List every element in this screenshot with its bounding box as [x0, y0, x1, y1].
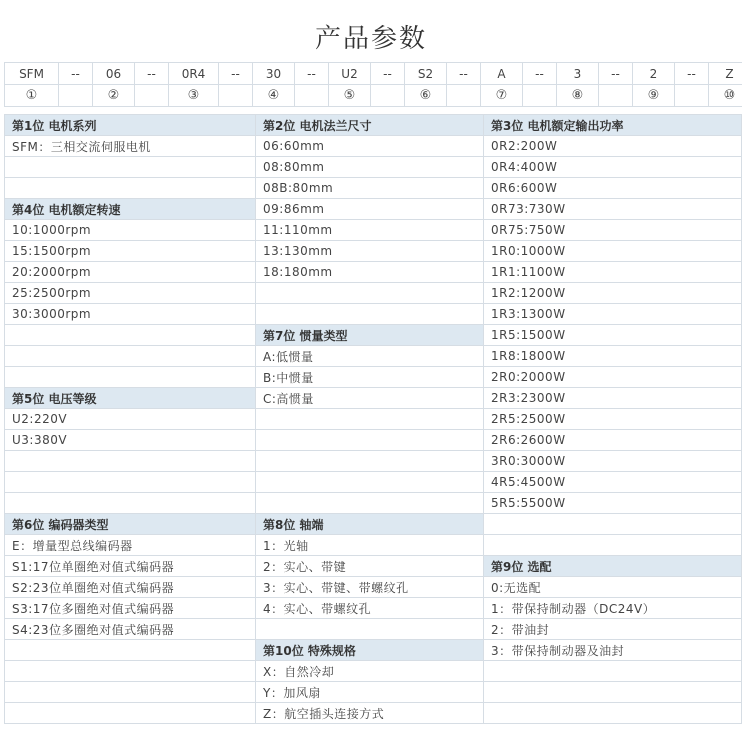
empty-cell: [5, 325, 256, 346]
g3-option: 0R2:200W: [484, 136, 742, 157]
spec-row: [5, 619, 742, 640]
model-code-table: [4, 62, 742, 107]
empty-cell: [256, 451, 484, 472]
g6-header: 第6位 编码器类型: [5, 514, 256, 535]
g2-option: 09:86mm: [256, 199, 484, 220]
code-segment: 0R4: [169, 63, 219, 85]
position-number: ⑨: [633, 85, 675, 107]
empty-cell: [5, 367, 256, 388]
spec-table-body: [5, 115, 742, 724]
g7-option: A:低惯量: [256, 346, 484, 367]
g3-option: 0R4:400W: [484, 157, 742, 178]
spec-row: [5, 178, 742, 199]
g3-option: 1R0:1000W: [484, 241, 742, 262]
empty-cell: [219, 85, 253, 107]
spec-row: [5, 262, 742, 283]
code-segment: 2: [633, 63, 675, 85]
position-number: ③: [169, 85, 219, 107]
empty-cell: [256, 472, 484, 493]
g2-option: 13:130mm: [256, 241, 484, 262]
empty-cell: [447, 85, 481, 107]
spec-row: [5, 430, 742, 451]
empty-cell: [484, 535, 742, 556]
spec-row: [5, 325, 742, 346]
code-separator: --: [675, 63, 709, 85]
empty-cell: [295, 85, 329, 107]
empty-cell: [5, 682, 256, 703]
g3-option: 2R0:2000W: [484, 367, 742, 388]
g3-option: 1R2:1200W: [484, 283, 742, 304]
position-number: ①: [5, 85, 59, 107]
spec-row: [5, 304, 742, 325]
g4-option: 10:1000rpm: [5, 220, 256, 241]
empty-cell: [5, 178, 256, 199]
spec-row: [5, 199, 742, 220]
spec-row: [5, 115, 742, 136]
empty-cell: [5, 451, 256, 472]
position-number: ⑦: [481, 85, 523, 107]
code-separator: --: [371, 63, 405, 85]
empty-cell: [484, 703, 742, 724]
empty-cell: [371, 85, 405, 107]
code-separator: --: [447, 63, 481, 85]
code-segment: 3: [557, 63, 599, 85]
g3-option: 3R0:3000W: [484, 451, 742, 472]
g4-header: 第4位 电机额定转速: [5, 199, 256, 220]
g2-option: 08B:80mm: [256, 178, 484, 199]
g4-option: 30:3000rpm: [5, 304, 256, 325]
g2-header: 第2位 电机法兰尺寸: [256, 115, 484, 136]
g5-header: 第5位 电压等级: [5, 388, 256, 409]
g4-option: 20:2000rpm: [5, 262, 256, 283]
empty-cell: [256, 304, 484, 325]
g6-option: E：增量型总线编码器: [5, 535, 256, 556]
code-segment: 30: [253, 63, 295, 85]
spec-row: [5, 577, 742, 598]
g9-option: 1：带保持制动器（DC24V）: [484, 598, 742, 619]
empty-cell: [5, 640, 256, 661]
g3-option: 2R6:2600W: [484, 430, 742, 451]
code-separator: --: [295, 63, 329, 85]
g5-option: U3:380V: [5, 430, 256, 451]
g10-header: 第10位 特殊规格: [256, 640, 484, 661]
g6-option: S1:17位单圈绝对值式编码器: [5, 556, 256, 577]
position-number: ⑥: [405, 85, 447, 107]
empty-cell: [59, 85, 93, 107]
position-number-row: [5, 85, 742, 107]
code-segment: SFM: [5, 63, 59, 85]
page-title: 产品参数: [314, 24, 427, 54]
empty-cell: [675, 85, 709, 107]
spec-row: [5, 598, 742, 619]
spec-row: [5, 388, 742, 409]
g9-header: 第9位 选配: [484, 556, 742, 577]
spec-row: [5, 493, 742, 514]
g3-option: 1R5:1500W: [484, 325, 742, 346]
g3-option: 2R3:2300W: [484, 388, 742, 409]
position-number: ⑩: [709, 85, 742, 107]
empty-cell: [256, 430, 484, 451]
empty-cell: [5, 703, 256, 724]
empty-cell: [5, 346, 256, 367]
g1-option: SFM：三相交流伺服电机: [5, 136, 256, 157]
code-separator: --: [219, 63, 253, 85]
g2-option: 11:110mm: [256, 220, 484, 241]
spec-row: [5, 556, 742, 577]
empty-cell: [135, 85, 169, 107]
empty-cell: [256, 493, 484, 514]
code-segment: U2: [329, 63, 371, 85]
empty-cell: [523, 85, 557, 107]
spec-row: [5, 367, 742, 388]
g8-option: 4：实心、带螺纹孔: [256, 598, 484, 619]
empty-cell: [484, 514, 742, 535]
code-segment: Z: [709, 63, 742, 85]
g10-option: Y：加风扇: [256, 682, 484, 703]
spec-row: [5, 157, 742, 178]
code-segment: S2: [405, 63, 447, 85]
spec-row: [5, 703, 742, 724]
position-number: ④: [253, 85, 295, 107]
spec-row: [5, 535, 742, 556]
g3-option: 1R1:1100W: [484, 262, 742, 283]
spec-row: [5, 682, 742, 703]
code-separator: --: [523, 63, 557, 85]
empty-cell: [484, 661, 742, 682]
g4-option: 15:1500rpm: [5, 241, 256, 262]
g3-option: 1R3:1300W: [484, 304, 742, 325]
g8-option: 1：光轴: [256, 535, 484, 556]
empty-cell: [599, 85, 633, 107]
g7-option: B:中惯量: [256, 367, 484, 388]
spec-row: [5, 451, 742, 472]
g2-option: 18:180mm: [256, 262, 484, 283]
g5-option: U2:220V: [5, 409, 256, 430]
g7-option: C:高惯量: [256, 388, 484, 409]
empty-cell: [5, 157, 256, 178]
spec-row: [5, 220, 742, 241]
g9-option: 2：带油封: [484, 619, 742, 640]
g3-option: 5R5:5500W: [484, 493, 742, 514]
position-number: ⑧: [557, 85, 599, 107]
spec-row: [5, 640, 742, 661]
g1-header: 第1位 电机系列: [5, 115, 256, 136]
g4-option: 25:2500rpm: [5, 283, 256, 304]
g6-option: S2:23位单圈绝对值式编码器: [5, 577, 256, 598]
g10-option: X：自然冷却: [256, 661, 484, 682]
g3-header: 第3位 电机额定输出功率: [484, 115, 742, 136]
spec-row: [5, 514, 742, 535]
spec-row: [5, 136, 742, 157]
empty-cell: [256, 283, 484, 304]
spec-row: [5, 409, 742, 430]
position-number: ⑤: [329, 85, 371, 107]
g9-option: 0:无选配: [484, 577, 742, 598]
g8-option: 2：实心、带键: [256, 556, 484, 577]
spec-row: [5, 472, 742, 493]
g9-option: 3：带保持制动器及油封: [484, 640, 742, 661]
spec-row: [5, 661, 742, 682]
g3-option: 0R73:730W: [484, 199, 742, 220]
spec-row: [5, 283, 742, 304]
empty-cell: [5, 493, 256, 514]
empty-cell: [484, 682, 742, 703]
g3-option: 1R8:1800W: [484, 346, 742, 367]
code-segment: 06: [93, 63, 135, 85]
g3-option: 0R6:600W: [484, 178, 742, 199]
g3-option: 0R75:750W: [484, 220, 742, 241]
empty-cell: [5, 472, 256, 493]
code-segment: A: [481, 63, 523, 85]
g3-option: 4R5:4500W: [484, 472, 742, 493]
model-code-row: [5, 63, 742, 85]
code-separator: --: [599, 63, 633, 85]
g10-option: Z：航空插头连接方式: [256, 703, 484, 724]
spec-row: [5, 346, 742, 367]
spec-table: [4, 114, 742, 724]
code-separator: --: [135, 63, 169, 85]
g6-option: S3:17位多圈绝对值式编码器: [5, 598, 256, 619]
g3-option: 2R5:2500W: [484, 409, 742, 430]
g2-option: 08:80mm: [256, 157, 484, 178]
g6-option: S4:23位多圈绝对值式编码器: [5, 619, 256, 640]
position-number: ②: [93, 85, 135, 107]
empty-cell: [5, 661, 256, 682]
empty-cell: [256, 619, 484, 640]
code-separator: --: [59, 63, 93, 85]
g2-option: 06:60mm: [256, 136, 484, 157]
empty-cell: [256, 409, 484, 430]
g8-option: 3：实心、带键、带螺纹孔: [256, 577, 484, 598]
spec-row: [5, 241, 742, 262]
g8-header: 第8位 轴端: [256, 514, 484, 535]
g7-header: 第7位 惯量类型: [256, 325, 484, 346]
